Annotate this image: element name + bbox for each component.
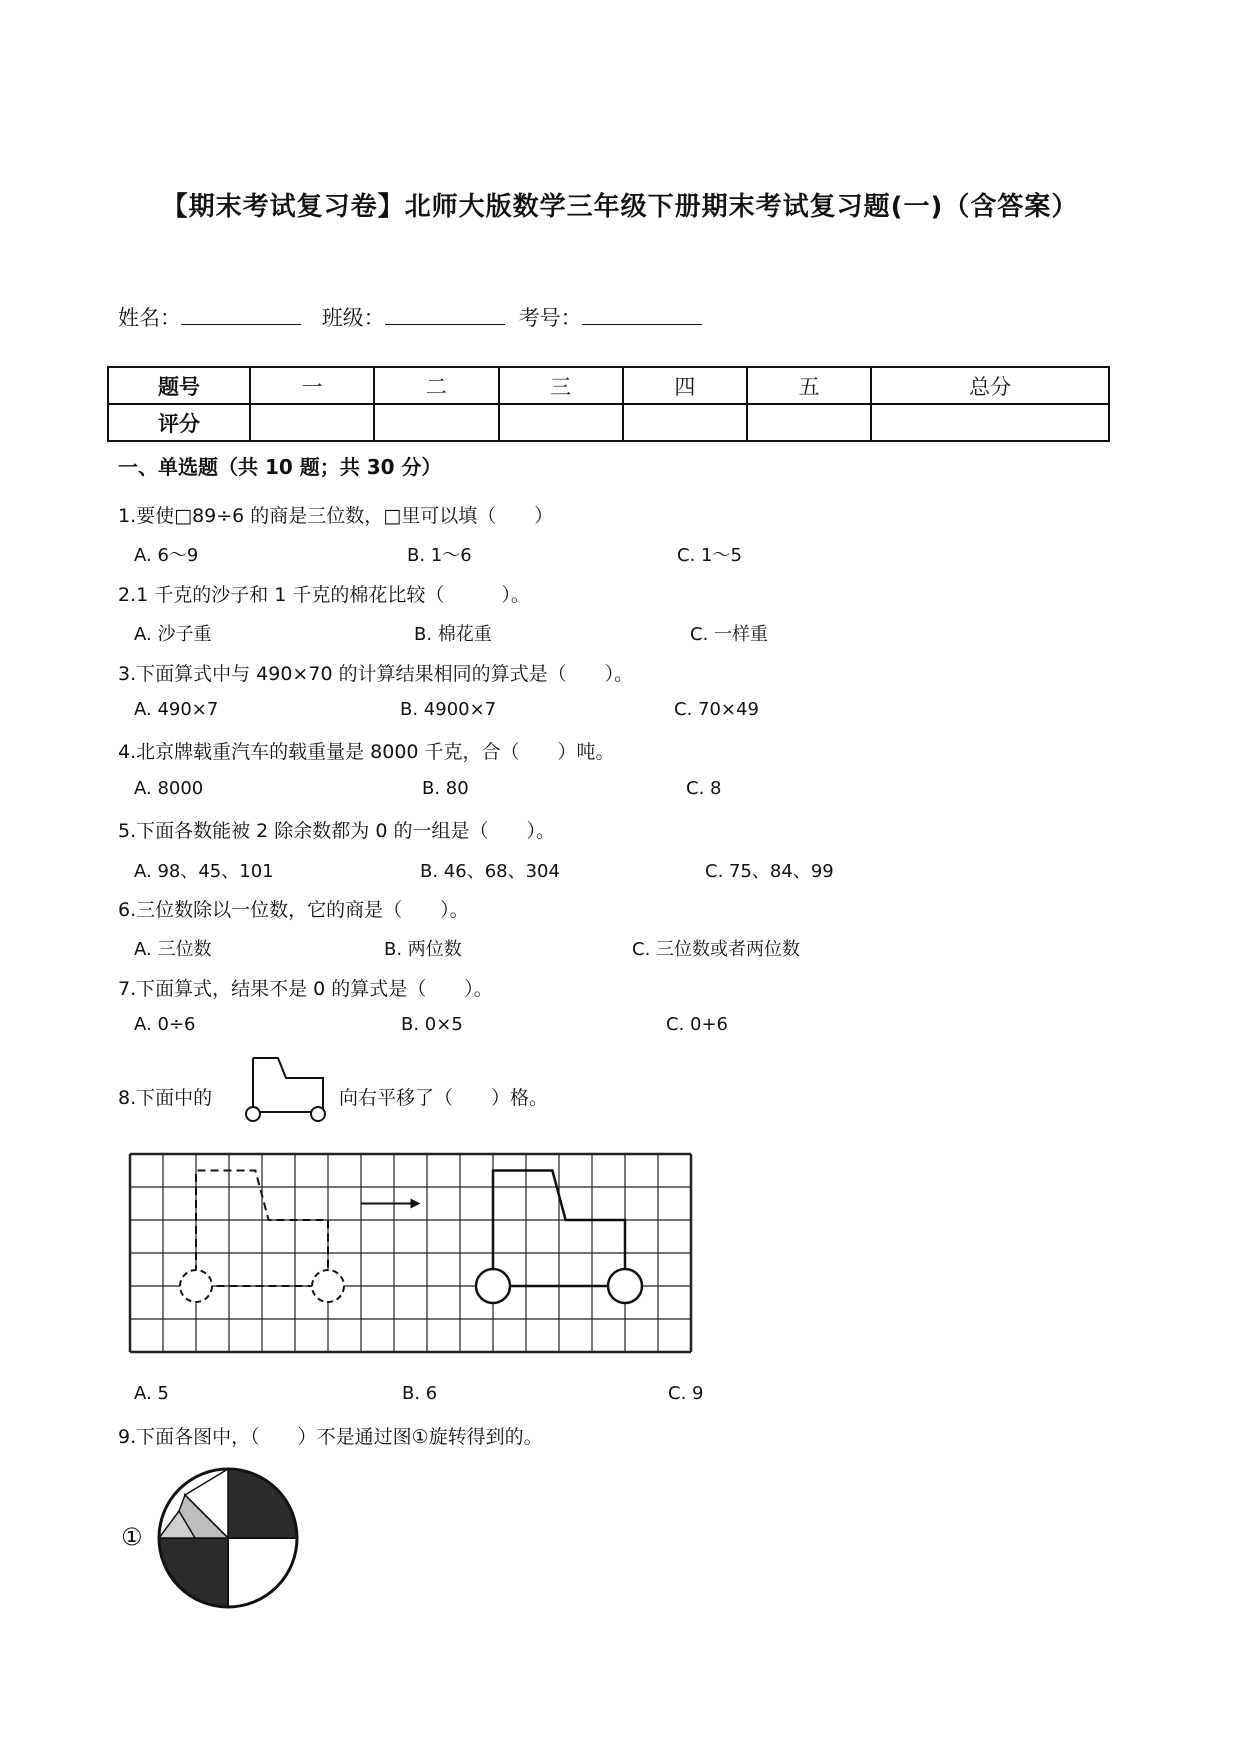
score-header-row xyxy=(108,367,1109,404)
option-a: A. 6～9 xyxy=(134,545,199,566)
question-text: 1.要使□89÷6 的商是三位数，□里可以填（ ） xyxy=(118,505,554,527)
option-a: A. 490×7 xyxy=(134,699,219,720)
question-text: 6.三位数除以一位数，它的商是（ ）。 xyxy=(118,899,469,921)
option-c: C. 9 xyxy=(668,1383,704,1404)
exam-no-label: 考号： xyxy=(518,306,582,330)
score-cell: 三 xyxy=(499,367,623,404)
score-blank-cell xyxy=(250,404,374,441)
option-b: B. 46、68、304 xyxy=(420,861,560,882)
option-a: A. 0÷6 xyxy=(134,1014,196,1035)
score-blank-cell xyxy=(374,404,498,441)
score-blank-cell xyxy=(499,404,623,441)
class-label: 班级： xyxy=(321,306,385,330)
option-c: C. 1～5 xyxy=(677,545,742,566)
translation-grid-figure xyxy=(128,1152,700,1362)
option-c: C. 三位数或者两位数 xyxy=(632,939,801,960)
score-table xyxy=(107,366,1110,442)
question-text: 9.下面各图中，（ ）不是通过图①旋转得到的。 xyxy=(118,1426,543,1448)
option-c: C. 8 xyxy=(686,778,722,799)
student-info xyxy=(118,302,716,332)
option-b: B. 80 xyxy=(422,778,469,799)
score-blank-cell xyxy=(871,404,1109,441)
score-value-row xyxy=(108,404,1109,441)
question-text: 2.1 千克的沙子和 1 千克的棉花比较（ ）。 xyxy=(118,584,530,606)
score-blank-cell xyxy=(747,404,871,441)
figure-label: ① xyxy=(121,1523,143,1551)
option-b: B. 0×5 xyxy=(401,1014,463,1035)
question-text: 4.北京牌载重汽车的载重量是 8000 千克，合（ ）吨。 xyxy=(118,741,615,763)
question-text: 7.下面算式，结果不是 0 的算式是（ ）。 xyxy=(118,978,493,1000)
class-blank xyxy=(385,304,505,325)
name-label: 姓名： xyxy=(118,306,181,330)
score-cell: 一 xyxy=(250,367,374,404)
option-a: A. 98、45、101 xyxy=(134,861,274,882)
score-cell: 总分 xyxy=(871,367,1109,404)
option-c: C. 75、84、99 xyxy=(705,861,834,882)
score-cell: 二 xyxy=(374,367,498,404)
page-title: 【期末考试复习卷】北师大版数学三年级下册期末考试复习题(一)（含答案） xyxy=(161,192,1079,222)
score-cell: 题号 xyxy=(108,367,250,404)
option-a: A. 沙子重 xyxy=(134,624,212,645)
option-b: B. 6 xyxy=(402,1383,438,1404)
option-b: B. 两位数 xyxy=(384,939,462,960)
rotation-circle-figure xyxy=(155,1465,301,1611)
score-cell: 四 xyxy=(623,367,747,404)
option-c: C. 70×49 xyxy=(674,699,759,720)
score-blank-cell xyxy=(623,404,747,441)
option-a: A. 三位数 xyxy=(134,939,212,960)
option-b: B. 棉花重 xyxy=(414,624,492,645)
section-heading: 一、单选题（共 10 题；共 30 分） xyxy=(118,455,442,479)
option-c: C. 0+6 xyxy=(666,1014,728,1035)
exam-no-blank xyxy=(582,304,702,325)
question-text: 5.下面各数能被 2 除余数都为 0 的一组是（ ）。 xyxy=(118,820,555,842)
option-a: A. 5 xyxy=(134,1383,169,1404)
option-c: C. 一样重 xyxy=(690,624,769,645)
truck-icon xyxy=(238,1050,338,1126)
score-cell: 评分 xyxy=(108,404,250,441)
option-a: A. 8000 xyxy=(134,778,204,799)
option-b: B. 4900×7 xyxy=(400,699,497,720)
question-text: 向右平移了（ ）格。 xyxy=(339,1087,549,1109)
score-cell: 五 xyxy=(747,367,871,404)
question-text: 8.下面中的 xyxy=(118,1087,213,1109)
name-blank xyxy=(181,304,301,325)
question-text: 3.下面算式中与 490×70 的计算结果相同的算式是（ ）。 xyxy=(118,663,634,685)
option-b: B. 1～6 xyxy=(407,545,472,566)
